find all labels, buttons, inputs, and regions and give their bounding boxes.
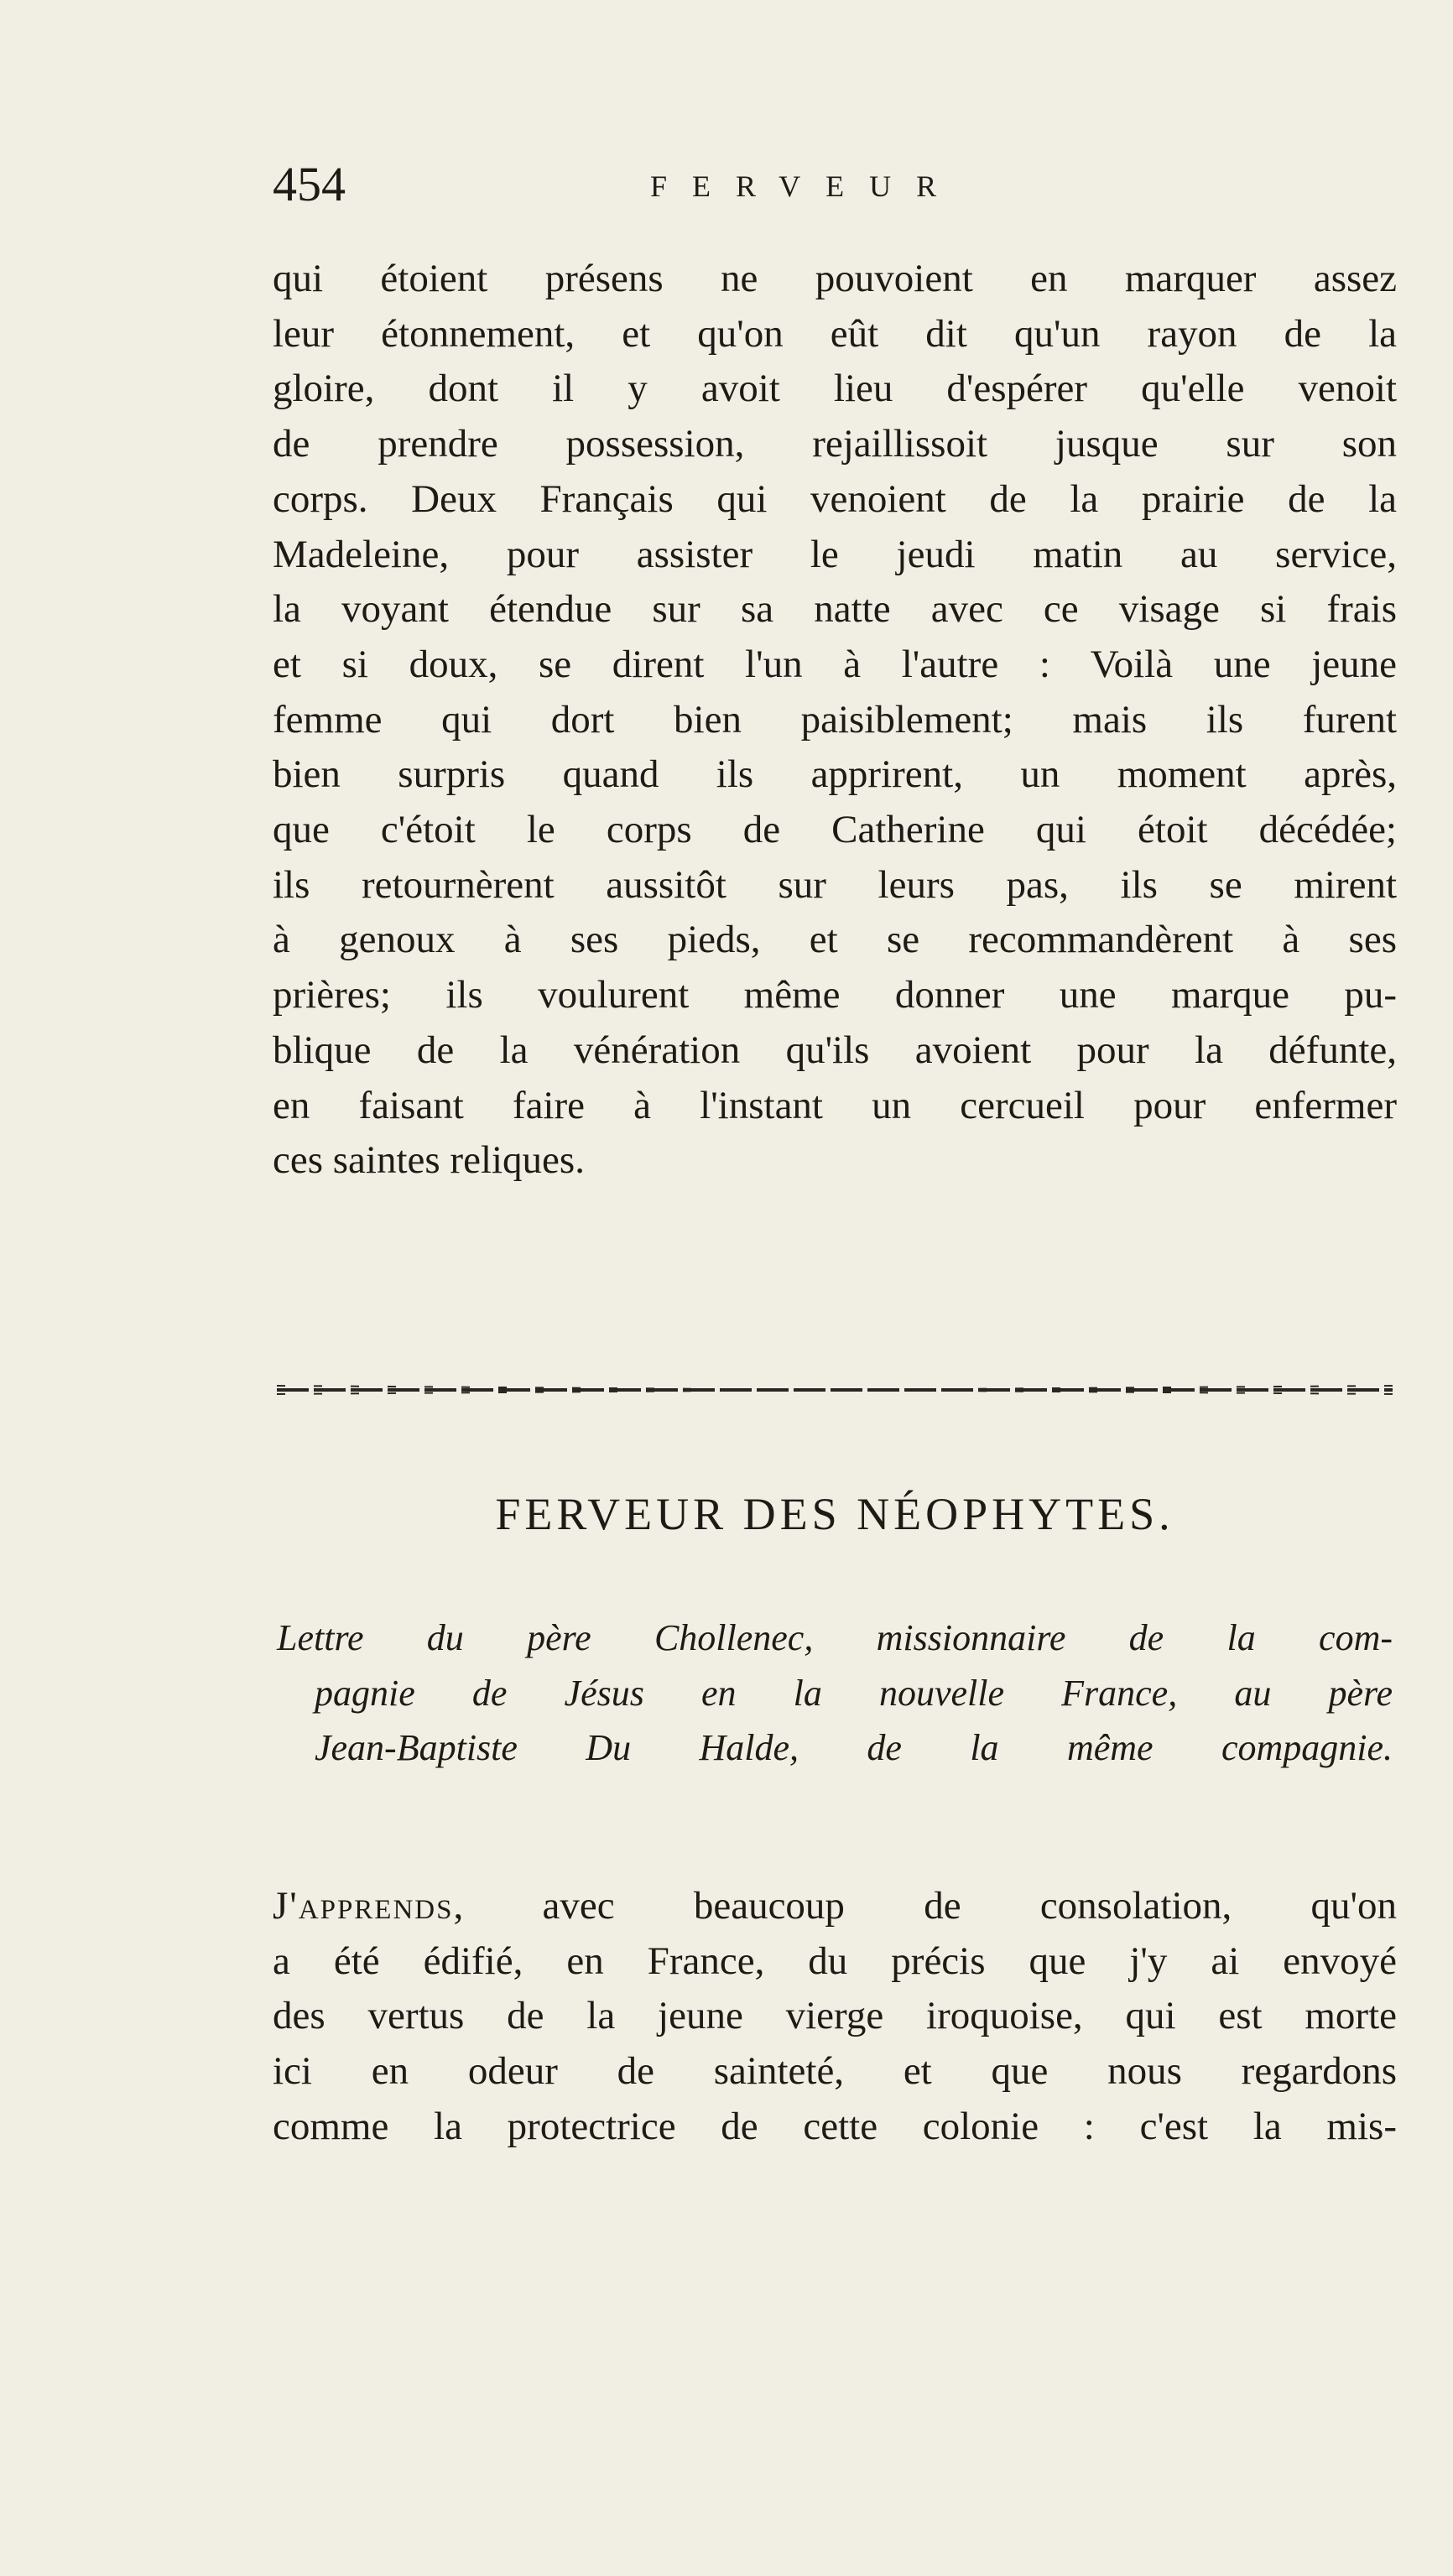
text-line <box>273 1879 1397 1934</box>
text-line: ces saintes reliques. <box>273 1138 585 1183</box>
heading-line: Lettre du père Chollenec, missionnaire de la com- <box>277 1617 1393 1658</box>
page-header <box>273 159 1397 210</box>
ornamental-rule <box>277 1382 1393 1398</box>
text-line: Madeleine, pour assister le jeudi matin au service, <box>273 532 1397 576</box>
text-line: en faisant faire à l'instant un cercueil pour enfermer <box>273 1083 1397 1127</box>
section-title: FERVEUR DES NÉOPHYTES. <box>495 1489 1174 1539</box>
text-line: de prendre possession, rejaillissoit jusque sur son <box>273 422 1397 466</box>
text-line: que c'étoit le corps de Catherine qui étoit décédée; <box>273 808 1397 852</box>
text-line: qui étoient présens ne pouvoient en marquer assez <box>273 257 1397 300</box>
text-line: des vertus de la jeune vierge iroquoise, qui est morte <box>273 1994 1397 2038</box>
text-line: femme qui dort bien paisiblement; mais ils furent <box>273 697 1397 742</box>
text-line: comme la protectrice de cette colonie : c'est la mis- <box>273 2104 1397 2148</box>
heading-line: Jean-Baptiste Du Halde, de la même compagnie. <box>315 1727 1393 1768</box>
text-line: ici en odeur de sainteté, et que nous regardons <box>273 2049 1397 2094</box>
text-line: blique de la vénération qu'ils avoient pour la défunte, <box>273 1028 1397 1072</box>
text-line: et si doux, se dirent l'un à l'autre : Voilà une jeune <box>273 642 1397 686</box>
text-line: corps. Deux Français qui venoient de la prairie de la <box>273 476 1397 521</box>
text-line: leur étonnement, et qu'on eût dit qu'un rayon de la <box>273 311 1397 356</box>
letter-heading <box>277 1611 1393 1776</box>
paragraph-continuation <box>273 252 1397 1189</box>
heading-line: pagnie de Jésus en la nouvelle France, au père <box>315 1672 1393 1714</box>
text-line: ils retournèrent aussitôt sur leurs pas, ils se mirent <box>273 862 1397 907</box>
text-fragment: , avec beaucoup de consolation, qu'on <box>453 1884 1397 1928</box>
text-line: bien surpris quand ils apprirent, un moment après, <box>273 752 1397 797</box>
text-line: gloire, dont il y avoit lieu d'espérer qu'elle venoit <box>273 367 1397 411</box>
letter-body-paragraph <box>273 1879 1397 2155</box>
text-line: prières; ils voulurent même donner une marque pu- <box>273 973 1397 1017</box>
running-title: FERVEUR <box>650 169 962 203</box>
text-line: la voyant étendue sur sa natte avec ce visage si frais <box>273 587 1397 632</box>
opening-word: J'apprends <box>273 1884 454 1928</box>
page-number: 454 <box>273 157 346 211</box>
text-line: a été édifié, en France, du précis que j'y ai envoyé <box>273 1939 1397 1983</box>
text-line: à genoux à ses pieds, et se recommandèrent à ses <box>273 918 1397 962</box>
